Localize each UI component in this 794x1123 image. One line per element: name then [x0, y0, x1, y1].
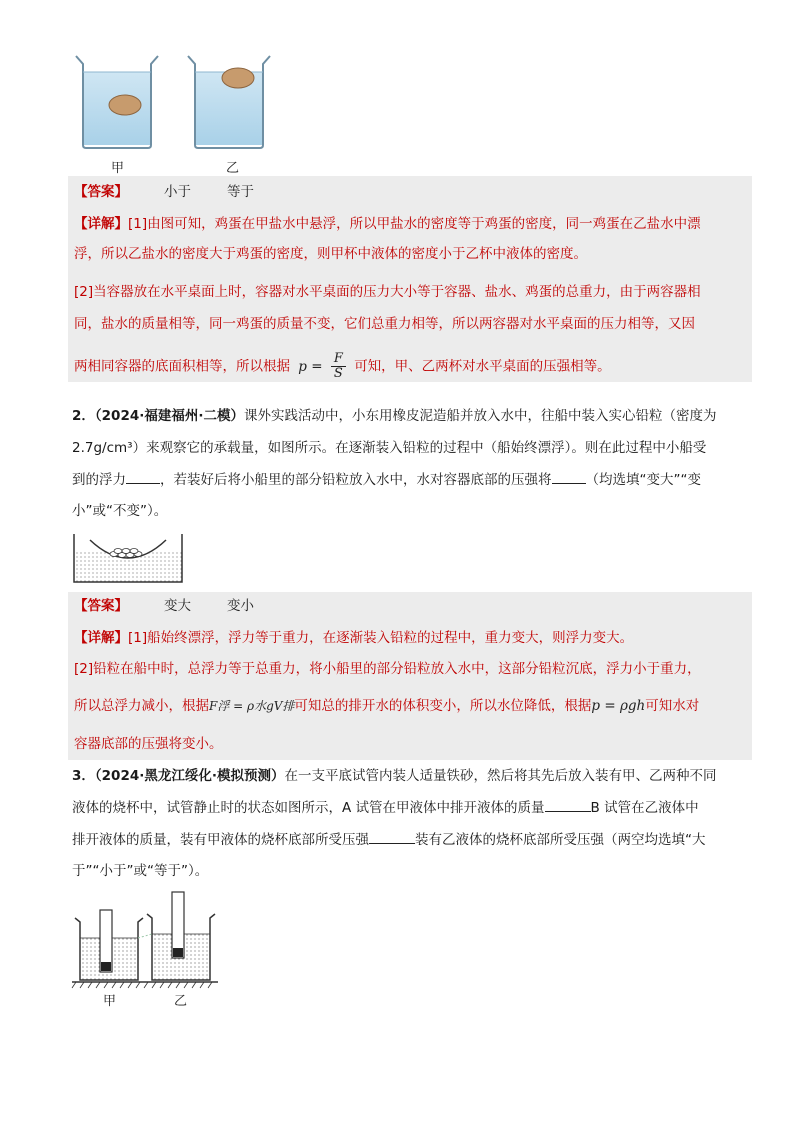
q3-figure-label-right: 乙 — [174, 994, 188, 1009]
beakers-egg-diagram — [70, 50, 280, 175]
q2-detail-line-3: 所以总浮力减小，根据F浮 = ρ水gV排可知总的排开水的体积变小，所以水位降低，根据p = ρgh可知水对 — [74, 698, 700, 714]
answer-value-1: 变大 — [164, 598, 191, 614]
q2-detail-line-4: 容器底部的压强将变小。 — [74, 736, 223, 752]
answer-value-2: 等于 — [227, 184, 254, 200]
q1-detail-line-2: 浮，所以乙盐水的密度大于鸡蛋的密度，则甲杯中液体的密度小于乙杯中液体的密度。 — [74, 246, 587, 262]
egg-floating — [222, 68, 254, 88]
fill-blank[interactable] — [126, 471, 160, 484]
q1-detail-line-5: 两相同容器的底面积相等，所以根据 p = $\frac{F}{S}$ 可知，甲、乙两杯对水平桌面的压强相等。 — [74, 351, 611, 381]
q3-line-4: 于”“小于”或“等于”）。 — [72, 863, 209, 879]
pressure-formula: p = ρgh — [591, 698, 646, 714]
question-source: （2024·黑龙江绥化·模拟预测） — [94, 768, 285, 784]
q1-answer-line — [74, 182, 254, 202]
q1-detail-line-3: [2]当容器放在水平桌面上时，容器对水平桌面的压力大小等于容器、盐水、鸡蛋的总重力，由于两容器相 — [74, 284, 701, 300]
q1-figure-label-right: 乙 — [226, 161, 240, 176]
q2-detail-line-2: [2]铅粒在船中时，总浮力等于总重力，将小船里的部分铅粒放入水中，这部分铅粒沉底，浮力小于重力， — [74, 661, 701, 677]
q1-figure-label-left: 甲 — [111, 161, 125, 176]
q2-line-3: 到的浮力 ，若装好后将小船里的部分铅粒放入水中，水对容器底部的压强将 （均选填“变大”“变 — [72, 472, 701, 488]
q3-line-3: 排开液体的质量，装有甲液体的烧杯底部所受压强 装有乙液体的烧杯底部所受压强（两空均选填“大 — [72, 832, 706, 848]
detail-tag: 【详解】 — [74, 216, 128, 232]
lead-pellets — [110, 549, 142, 558]
q2-line-1: 2．（2024·福建福州·二模）课外实践活动中，小东用橡皮泥造船并放入水中，往船中装入实心铅粒（密度为 — [72, 408, 717, 424]
question-number: 3． — [72, 768, 95, 784]
pressure-formula-fraction: $\frac{F}{S}$ — [331, 352, 346, 381]
q2-line-4: 小”或“不变”）。 — [72, 503, 168, 519]
answer-value-1: 小于 — [164, 184, 191, 200]
q2-figure — [72, 532, 184, 586]
q3-figure — [70, 890, 220, 990]
fill-blank[interactable] — [552, 471, 586, 484]
answer-tag: 【答案】 — [74, 598, 128, 614]
q3-line-2: 液体的烧杯中，试管静止时的状态如图所示，A 试管在甲液体中排开液体的质量 B 试管在乙液体中 — [72, 800, 699, 816]
boat-container-diagram — [72, 532, 184, 586]
pressure-formula-lhs: p — [298, 358, 307, 375]
fill-blank[interactable] — [369, 831, 415, 844]
detail-tag: 【详解】 — [74, 630, 128, 646]
q3-line-1: 3．（2024·黑龙江绥化·模拟预测）在一支平底试管内装人适量铁砂，然后将其先后放入装有甲、乙两种不同 — [72, 768, 717, 784]
fill-blank[interactable] — [545, 799, 591, 812]
beaker-left — [76, 56, 158, 148]
q2-answer-line — [74, 596, 254, 616]
test-tube-beakers-diagram — [70, 890, 220, 990]
beaker-b — [147, 892, 215, 980]
q1-detail-line-1: 【详解】[1]由图可知，鸡蛋在甲盐水中悬浮，所以甲盐水的密度等于鸡蛋的密度，同一鸡蛋在乙盐水中漂 — [74, 216, 701, 232]
answer-tag: 【答案】 — [74, 184, 128, 200]
q1-figure — [70, 50, 280, 175]
egg-suspended — [109, 95, 141, 115]
beaker-right — [188, 56, 270, 148]
beaker-a — [75, 910, 143, 980]
q2-detail-line-1: 【详解】[1]船始终漂浮，浮力等于重力，在逐渐装入铅粒的过程中，重力变大，则浮力变大。 — [74, 630, 634, 646]
q2-line-2: 2.7g/cm³）来观察它的承载量，如图所示。在逐渐装入铅粒的过程中（船始终漂浮）。则在此过程中小船受 — [72, 440, 707, 456]
buoyancy-formula: F浮 = ρ水gV排 — [209, 699, 295, 713]
question-number: 2． — [72, 408, 95, 424]
answer-value-2: 变小 — [227, 598, 254, 614]
q1-detail-line-4: 同，盐水的质量相等，同一鸡蛋的质量不变，它们总重力相等，所以两容器对水平桌面的压力相等，又因 — [74, 316, 695, 332]
q3-figure-label-left: 甲 — [103, 994, 117, 1009]
question-source: （2024·福建福州·二模） — [94, 408, 244, 424]
